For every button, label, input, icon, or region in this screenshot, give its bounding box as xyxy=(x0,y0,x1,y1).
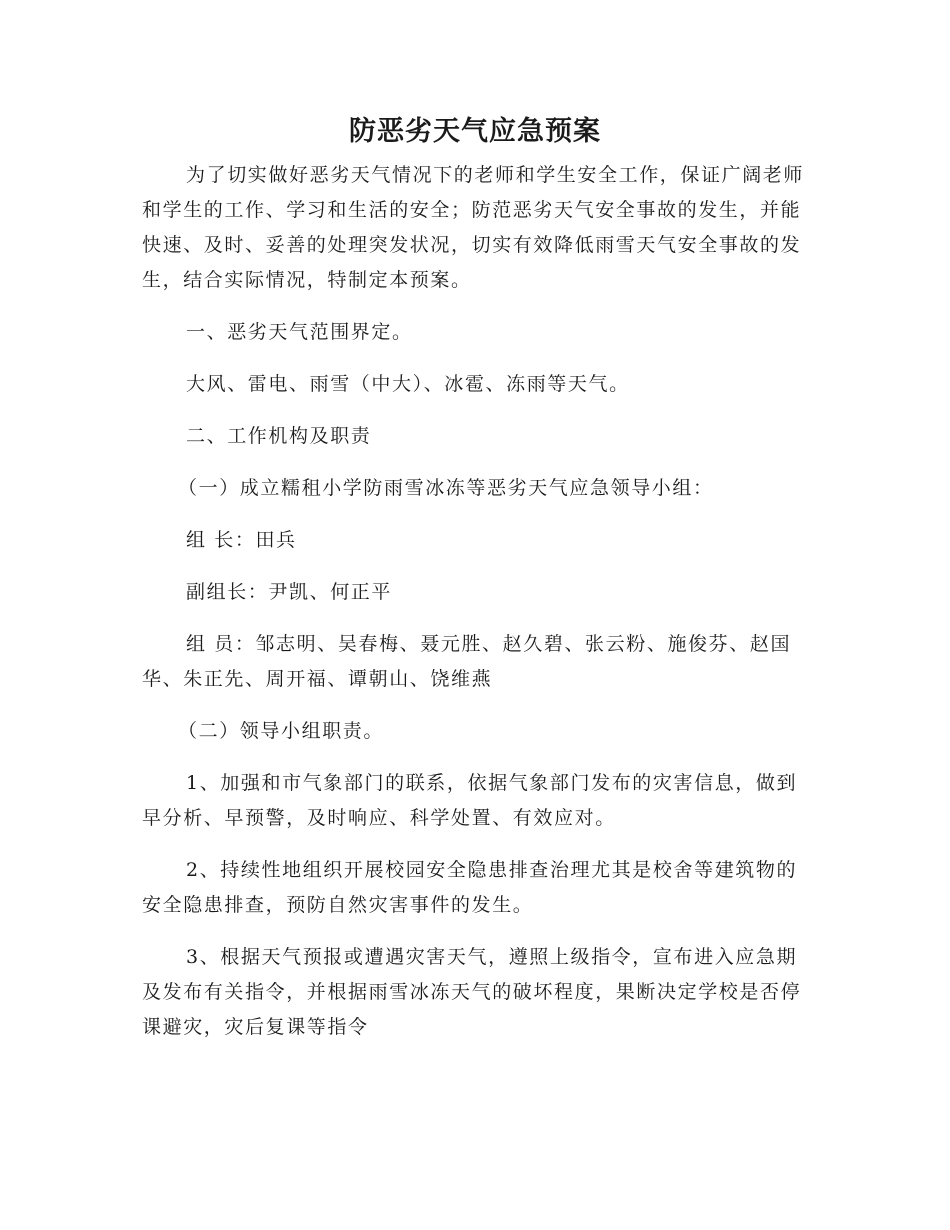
document-title: 防恶劣天气应急预案 xyxy=(349,116,601,147)
intro-paragraph: 为了切实做好恶劣天气情况下的老师和学生安全工作，保证广阔老师和学生的工作、学习和生活的安全；防范恶劣天气安全事故的发生，并能快速、及时、妥善的处理突发状况，切实有效降低雨雪天气安全事故的发生，结合实际情况，特制定本预案。 xyxy=(142,164,805,291)
duty-item-1: 1、加强和市气象部门的联系，依据气象部门发布的灾害信息，做到早分析、早预警，及时响应、科学处置、有效应对。 xyxy=(142,772,798,829)
document-body xyxy=(142,110,808,1062)
subsection-duties: （二）领导小组职责。 xyxy=(178,720,385,742)
group-members-paragraph: 组 员：邹志明、吴春梅、聂元胜、赵久碧、张云粉、施俊芬、赵国华、朱正先、周开福、谭朝山、饶维燕 xyxy=(142,633,792,690)
section-heading-scope: 一、恶劣天气范围界定。 xyxy=(186,321,413,343)
duty-item-2: 2、持续性地组织开展校园安全隐患排查治理尤其是校舍等建筑物的安全隐患排查，预防自然灾害事件的发生。 xyxy=(142,859,798,916)
group-leader-line: 组 长：田兵 xyxy=(186,529,297,551)
weather-types-paragraph: 大风、雷电、雨雪（中大）、冰雹、冻雨等天气。 xyxy=(186,373,630,395)
subsection-leadership-group: （一）成立糯租小学防雨雪冰冻等恶劣天气应急领导小组： xyxy=(178,477,714,499)
section-heading-organization: 二、工作机构及职责 xyxy=(186,425,372,447)
duty-item-3: 3、根据天气预报或遭遇灾害天气，遵照上级指令，宣布进入应急期及发布有关指令，并根据雨雪冰冻天气的破坏程度，果断决定学校是否停课避灾，灾后复课等指令 xyxy=(142,946,802,1038)
deputy-leader-line: 副组长：尹凯、何正平 xyxy=(186,581,393,603)
